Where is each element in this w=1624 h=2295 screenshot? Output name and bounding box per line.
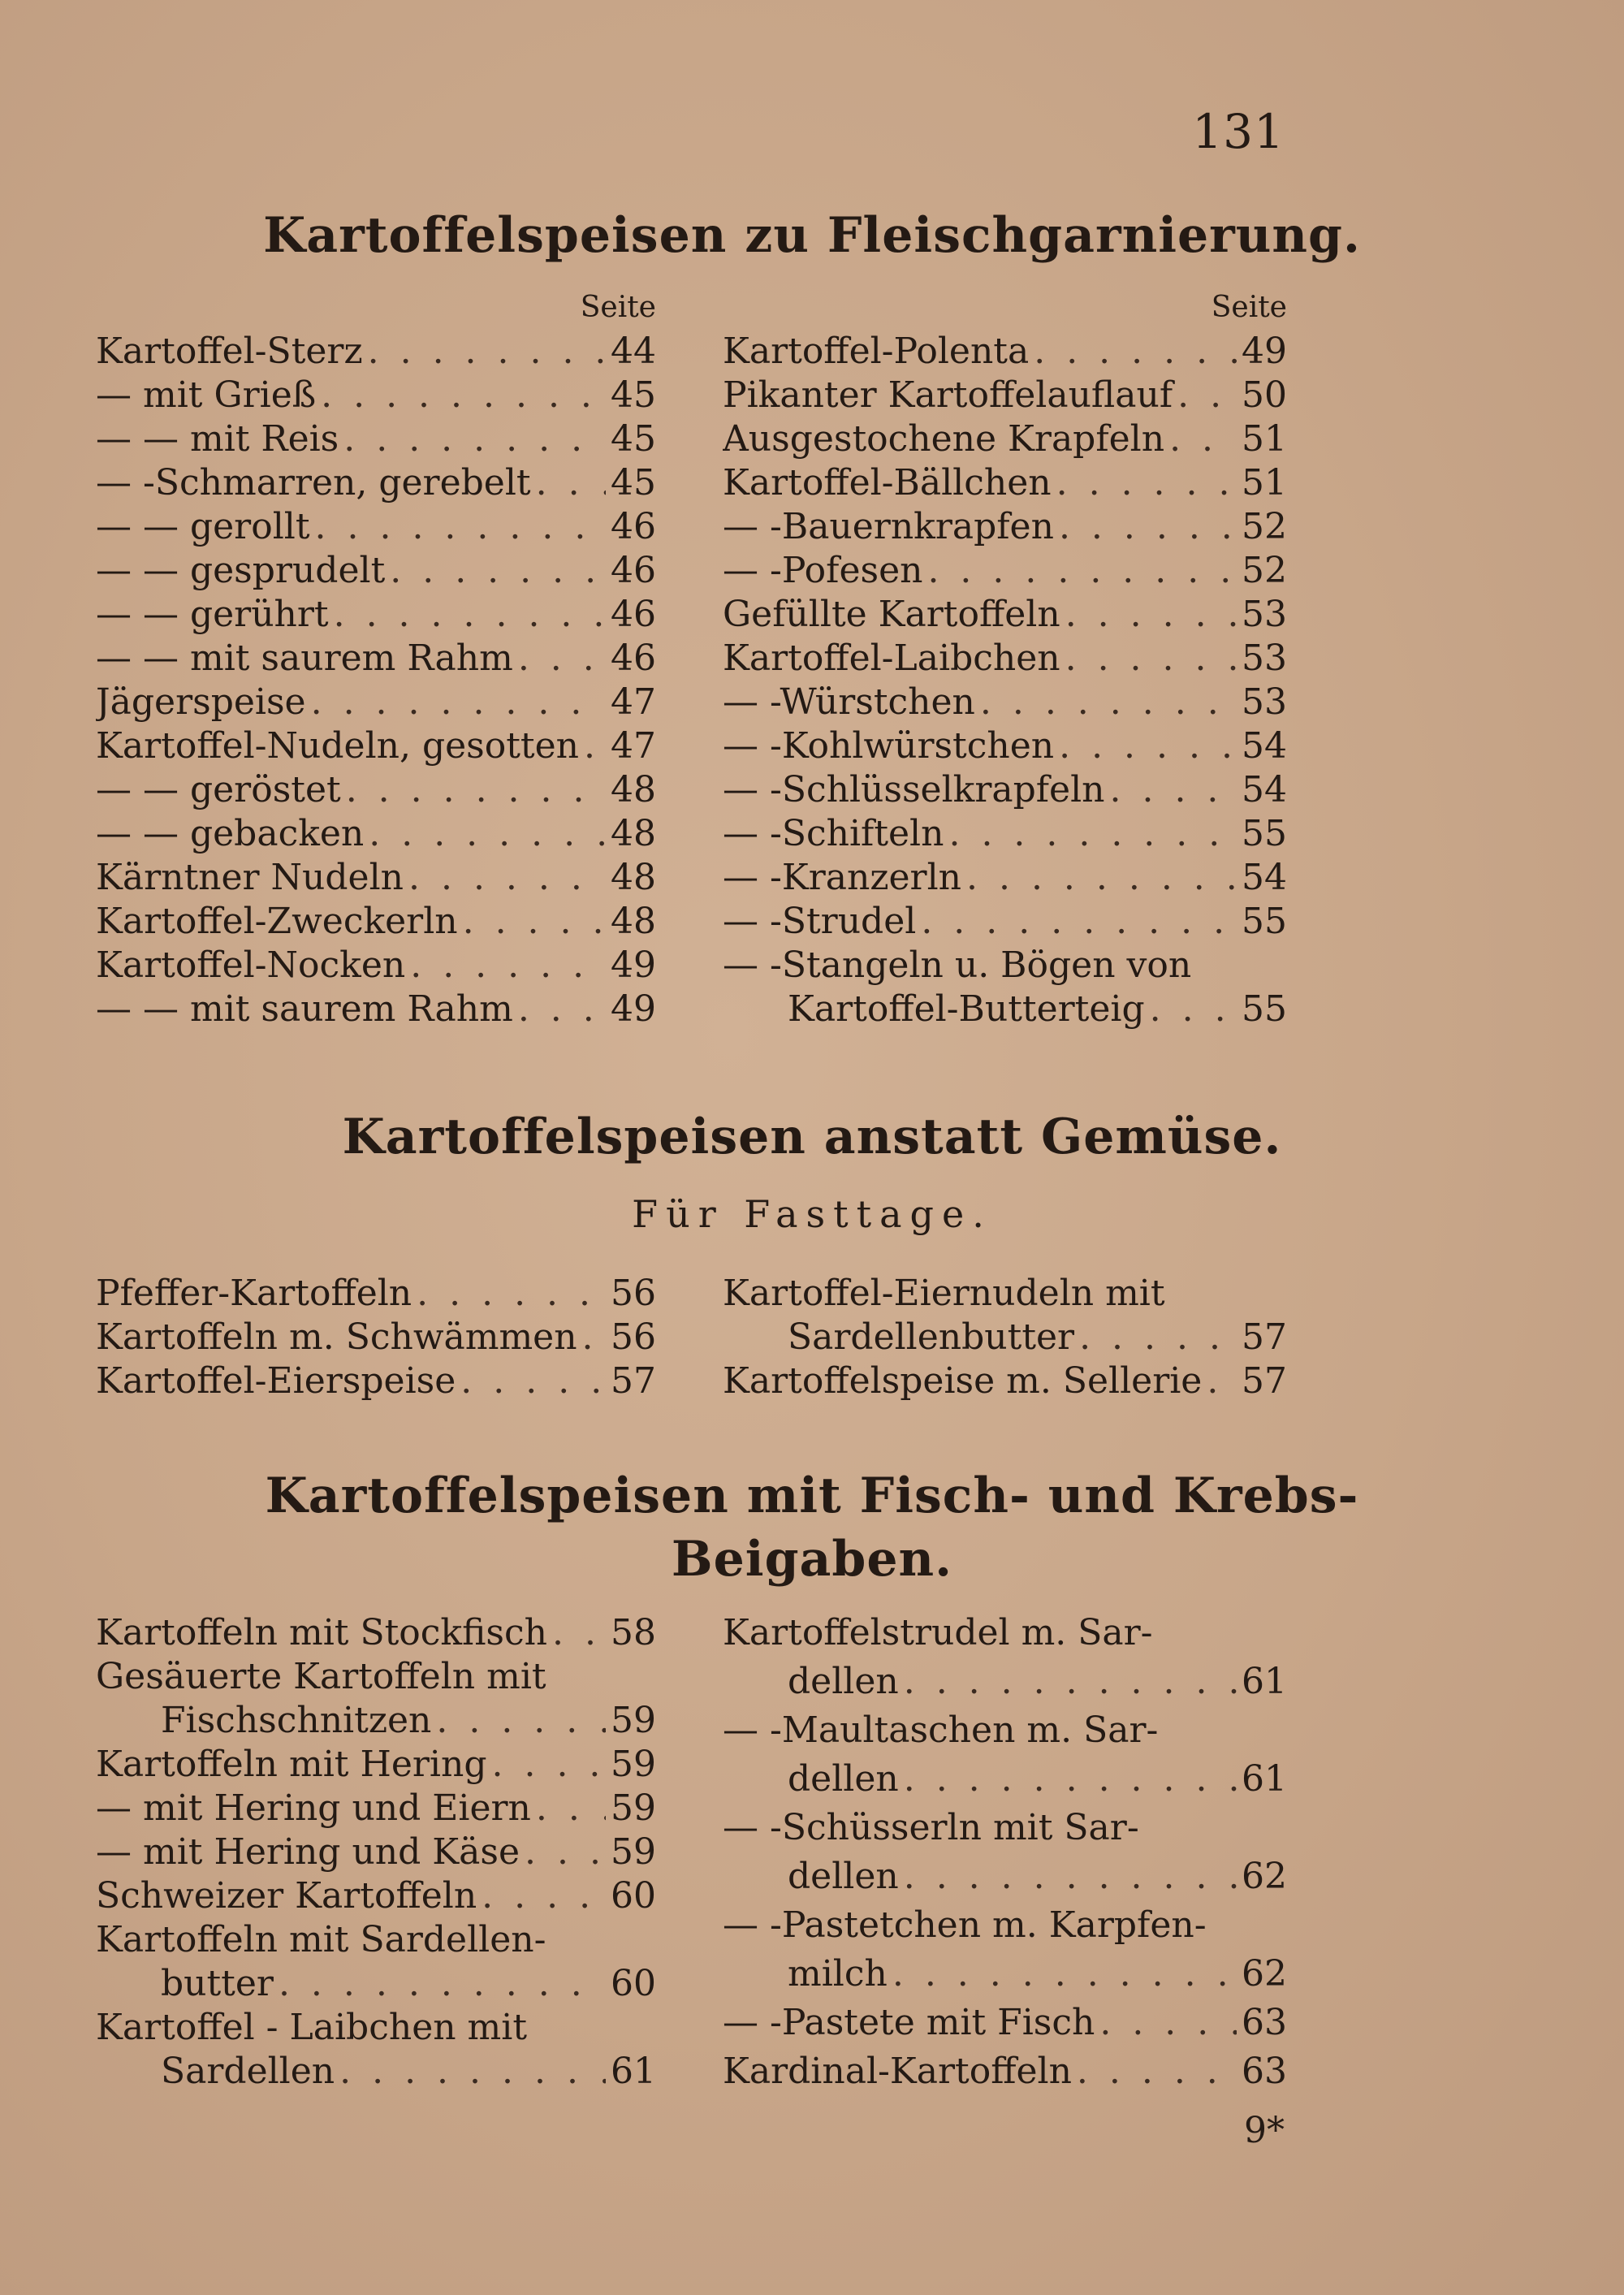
dot-leader (460, 1359, 606, 1403)
entry-title: milch (788, 1953, 888, 1995)
dot-leader (279, 1962, 606, 2006)
index-entry (96, 417, 656, 461)
dot-leader (1056, 461, 1237, 505)
dot-leader (536, 1787, 606, 1830)
index-entry (96, 2050, 656, 2094)
dot-leader (1034, 330, 1237, 374)
index-entry (723, 637, 1287, 681)
entry-page-number: 52 (1242, 550, 1287, 591)
entry-title: Kartoffel-Sterz (96, 331, 363, 372)
index-entry (96, 1787, 656, 1830)
entry-title: Fischschnitzen (161, 1700, 432, 1741)
index-entry (723, 374, 1287, 417)
index-entry (96, 856, 656, 900)
entry-title: — mit Hering und Käse (96, 1831, 520, 1873)
dot-leader (552, 1611, 606, 1655)
dot-leader (1059, 505, 1237, 549)
dot-leader (346, 768, 606, 812)
dot-leader (927, 549, 1237, 593)
index-entry (723, 944, 1287, 988)
entry-page-number: 57 (1242, 1316, 1287, 1358)
entry-title: — mit Grieß (96, 374, 317, 416)
index-entry (723, 1316, 1287, 1359)
entry-page-number: 55 (1242, 988, 1287, 1030)
index-entry (723, 2001, 1287, 2050)
dot-leader (948, 812, 1237, 856)
entry-title: — -Strudel (723, 901, 917, 942)
index-entry (723, 1757, 1287, 1806)
index-entry (96, 374, 656, 417)
dot-leader (1177, 374, 1237, 417)
entry-title: Kartoffel-Laibchen (723, 638, 1060, 679)
dot-leader (321, 374, 606, 417)
dot-leader (1169, 417, 1237, 461)
entry-page-number: 59 (611, 1700, 656, 1741)
entry-title: Gefüllte Kartoffeln (723, 594, 1060, 635)
entry-title: dellen (788, 1661, 899, 1702)
entry-title: — — gebacken (96, 813, 365, 854)
entry-title: dellen (788, 1856, 899, 1897)
entry-page-number: 46 (611, 550, 656, 591)
dot-leader (436, 1699, 606, 1743)
index-column-left-2 (96, 1272, 656, 1403)
section-heading-fleischgarnierung: Kartoffelspeisen zu Fleischgarnierung. (263, 207, 1361, 264)
index-column-right-3 (723, 1611, 1287, 2098)
index-entry (96, 1874, 656, 1918)
section-heading-fisch-krebs-line2: Beigaben. (671, 1531, 953, 1588)
dot-leader (1059, 724, 1237, 768)
entry-page-number: 54 (1242, 725, 1287, 767)
entry-title: Kärntner Nudeln (96, 857, 404, 898)
index-entry (96, 1655, 656, 1699)
index-entry (96, 1962, 656, 2006)
entry-page-number: 47 (611, 725, 656, 767)
dot-leader (1077, 2050, 1237, 2098)
index-column-left-3 (96, 1611, 656, 2094)
index-entry (723, 1709, 1287, 1757)
dot-leader (482, 1874, 606, 1918)
index-entry (723, 1806, 1287, 1855)
entry-page-number: 48 (611, 857, 656, 898)
entry-page-number: 55 (1242, 901, 1287, 942)
entry-title: — -Bauernkrapfen (723, 506, 1054, 547)
index-entry (723, 768, 1287, 812)
entry-page-number: 46 (611, 594, 656, 635)
index-entry (723, 2050, 1287, 2098)
dot-leader (1079, 1316, 1237, 1359)
entry-title: — -Pofesen (723, 550, 923, 591)
entry-title: — — gerollt (96, 506, 310, 547)
index-entry (96, 593, 656, 637)
index-entry (96, 549, 656, 593)
entry-title: Kardinal-Kartoffeln (723, 2051, 1072, 2092)
entry-page-number: 53 (1242, 594, 1287, 635)
entry-title: Kartoffel-Nudeln, gesotten (96, 725, 579, 767)
entry-page-number: 45 (611, 462, 656, 504)
entry-title: Kartoffeln mit Sardellen- (96, 1919, 546, 1960)
entry-title: Kartoffeln m. Schwämmen (96, 1316, 577, 1358)
entry-title: Kartoffeln mit Hering (96, 1744, 487, 1785)
index-entry (96, 461, 656, 505)
dot-leader (980, 681, 1237, 724)
index-entry (723, 988, 1287, 1031)
dot-leader (1065, 637, 1237, 681)
entry-page-number: 56 (611, 1316, 656, 1358)
entry-title: — -Pastete mit Fisch (723, 2002, 1095, 2043)
seite-label: Seite (1211, 291, 1287, 324)
entry-page-number: 50 (1242, 374, 1287, 416)
entry-title: — -Würstchen (723, 681, 975, 723)
entry-title: — — mit saurem Rahm (96, 988, 513, 1030)
entry-page-number: 59 (611, 1787, 656, 1829)
dot-leader (582, 1316, 606, 1359)
index-entry (723, 593, 1287, 637)
index-entry (723, 549, 1287, 593)
dot-leader (369, 812, 606, 856)
index-entry (723, 1611, 1287, 1660)
entry-title: — -Schifteln (723, 813, 944, 854)
entry-title: Gesäuerte Kartoffeln mit (96, 1656, 546, 1697)
entry-title: Kartoffel-Nocken (96, 944, 406, 986)
dot-leader (904, 1757, 1237, 1806)
index-entry (723, 417, 1287, 461)
entry-title: — — gesprudelt (96, 550, 386, 591)
entry-page-number: 52 (1242, 506, 1287, 547)
dot-leader (904, 1855, 1237, 1904)
section-heading-gemuese: Kartoffelspeisen anstatt Gemüse. (342, 1109, 1282, 1165)
entry-page-number: 54 (1242, 769, 1287, 810)
entry-title: Kartoffeln mit Stockfisch (96, 1612, 547, 1653)
entry-title: — -Schlüsselkrapfeln (723, 769, 1105, 810)
dot-leader (311, 681, 606, 724)
entry-title: — — geröstet (96, 769, 341, 810)
entry-page-number: 63 (1242, 2051, 1287, 2092)
index-entry (96, 812, 656, 856)
index-entry (96, 1272, 656, 1316)
page-number: 131 (1192, 104, 1285, 159)
entry-page-number: 48 (611, 813, 656, 854)
entry-page-number: 63 (1242, 2002, 1287, 2043)
dot-leader (904, 1660, 1237, 1709)
index-column-left-1 (96, 286, 656, 1031)
dot-leader (417, 1272, 606, 1316)
seite-label: Seite (580, 291, 656, 324)
index-entry (96, 1611, 656, 1655)
index-entry (723, 681, 1287, 724)
index-entry (723, 1660, 1287, 1709)
dot-leader (368, 330, 606, 374)
index-entry (723, 856, 1287, 900)
dot-leader (1065, 593, 1237, 637)
index-entry (723, 812, 1287, 856)
dot-leader (1099, 2001, 1237, 2050)
entry-title: Pikanter Kartoffelauflauf (723, 374, 1173, 416)
entry-title: Kartoffelstrudel m. Sar- (723, 1612, 1153, 1653)
dot-leader (492, 1743, 607, 1787)
index-list (723, 1611, 1287, 2098)
entry-title: Jägerspeise (96, 681, 306, 723)
entry-page-number: 49 (1242, 331, 1287, 372)
index-entry (96, 1699, 656, 1743)
dot-leader (921, 900, 1237, 944)
index-entry (723, 900, 1287, 944)
entry-title: Kartoffel-Zweckerln (96, 901, 458, 942)
index-entry (96, 637, 656, 681)
entry-page-number: 61 (611, 2051, 656, 2092)
entry-page-number: 48 (611, 769, 656, 810)
entry-page-number: 55 (1242, 813, 1287, 854)
index-entry (96, 1830, 656, 1874)
entry-page-number: 59 (611, 1744, 656, 1785)
index-list (96, 1272, 656, 1403)
entry-title: Sardellen (161, 2051, 335, 2092)
entry-title: — — gerührt (96, 594, 329, 635)
dot-leader (892, 1952, 1237, 2001)
index-entry (723, 505, 1287, 549)
index-entry (723, 1952, 1287, 2001)
entry-page-number: 49 (611, 944, 656, 986)
entry-title: Kartoffel-Eiernudeln mit (723, 1273, 1165, 1314)
entry-page-number: 62 (1242, 1856, 1287, 1897)
entry-page-number: 47 (611, 681, 656, 723)
dot-leader (315, 505, 606, 549)
dot-leader (518, 988, 606, 1031)
section-heading-fisch-krebs-line1: Kartoffelspeisen mit Fisch- und Krebs- (265, 1467, 1359, 1524)
entry-page-number: 57 (1242, 1360, 1287, 1402)
entry-page-number: 58 (611, 1612, 656, 1653)
entry-title: Kartoffel-Butterteig (788, 988, 1145, 1030)
index-entry (723, 1359, 1287, 1403)
entry-page-number: 56 (611, 1273, 656, 1314)
index-entry (723, 461, 1287, 505)
entry-page-number: 59 (611, 1831, 656, 1873)
dot-leader (408, 856, 606, 900)
dot-leader (584, 724, 606, 768)
index-list (723, 330, 1287, 1031)
entry-title: Sardellenbutter (788, 1316, 1075, 1358)
dot-leader (1150, 988, 1237, 1031)
index-entry (723, 330, 1287, 374)
entry-page-number: 61 (1242, 1758, 1287, 1800)
entry-title: — mit Hering und Eiern (96, 1787, 531, 1829)
index-entry (723, 1855, 1287, 1904)
entry-page-number: 62 (1242, 1953, 1287, 1995)
entry-title: — -Maultaschen m. Sar- (723, 1709, 1159, 1751)
entry-page-number: 51 (1242, 418, 1287, 460)
dot-leader (1110, 768, 1237, 812)
entry-title: — — mit saurem Rahm (96, 638, 513, 679)
entry-page-number: 53 (1242, 681, 1287, 723)
entry-page-number: 61 (1242, 1661, 1287, 1702)
section-subheading-fasttage: Für Fasttage. (632, 1192, 992, 1236)
index-entry (96, 2006, 656, 2050)
sheet-signature-mark: 9* (1244, 2110, 1285, 2151)
entry-title: Kartoffel-Eierspeise (96, 1360, 456, 1402)
entry-title: Pfeffer-Kartoffeln (96, 1273, 412, 1314)
index-entry (96, 944, 656, 988)
entry-title: Kartoffel-Polenta (723, 331, 1030, 372)
entry-title: — -Kranzerln (723, 857, 961, 898)
index-entry (96, 330, 656, 374)
entry-page-number: 53 (1242, 638, 1287, 679)
entry-page-number: 54 (1242, 857, 1287, 898)
index-entry (96, 505, 656, 549)
dot-leader (339, 2050, 606, 2094)
dot-leader (390, 549, 606, 593)
index-list (96, 330, 656, 1031)
dot-leader (536, 461, 606, 505)
entry-title: Schweizer Kartoffeln (96, 1875, 477, 1917)
index-column-right-1 (723, 286, 1287, 1031)
dot-leader (343, 417, 606, 461)
index-entry (96, 1918, 656, 1962)
dot-leader (525, 1830, 606, 1874)
index-column-right-2 (723, 1272, 1287, 1403)
index-entry (96, 1743, 656, 1787)
entry-page-number: 60 (611, 1963, 656, 2004)
entry-page-number: 57 (611, 1360, 656, 1402)
entry-page-number: 51 (1242, 462, 1287, 504)
dot-leader (966, 856, 1237, 900)
dot-leader (463, 900, 606, 944)
index-entry (96, 1359, 656, 1403)
entry-page-number: 45 (611, 418, 656, 460)
index-entry (96, 1316, 656, 1359)
entry-page-number: 46 (611, 506, 656, 547)
entry-title: — -Schmarren, gerebelt (96, 462, 531, 504)
index-list (723, 1272, 1287, 1403)
index-entry (723, 1904, 1287, 1952)
index-entry (96, 681, 656, 724)
entry-title: Kartoffel-Bällchen (723, 462, 1052, 504)
index-entry (96, 768, 656, 812)
dot-leader (518, 637, 606, 681)
index-entry (723, 1272, 1287, 1316)
entry-title: Kartoffelspeise m. Sellerie (723, 1360, 1203, 1402)
entry-page-number: 60 (611, 1875, 656, 1917)
entry-page-number: 45 (611, 374, 656, 416)
entry-page-number: 46 (611, 638, 656, 679)
index-entry (723, 724, 1287, 768)
entry-title: Kartoffel - Laibchen mit (96, 2007, 528, 2048)
dot-leader (410, 944, 606, 988)
index-entry (96, 900, 656, 944)
entry-title: dellen (788, 1758, 899, 1800)
entry-page-number: 44 (611, 331, 656, 372)
index-entry (96, 724, 656, 768)
dot-leader (1207, 1359, 1237, 1403)
entry-title: Ausgestochene Krapfeln (723, 418, 1165, 460)
entry-title: butter (161, 1963, 274, 2004)
entry-page-number: 49 (611, 988, 656, 1030)
entry-title: — — mit Reis (96, 418, 339, 460)
entry-title: — -Stangeln u. Bögen von (723, 944, 1192, 986)
dot-leader (334, 593, 606, 637)
entry-title: — -Schüsserln mit Sar- (723, 1807, 1139, 1848)
index-entry (96, 988, 656, 1031)
index-list (96, 1611, 656, 2094)
entry-title: — -Kohlwürstchen (723, 725, 1055, 767)
entry-title: — -Pastetchen m. Karpfen- (723, 1904, 1207, 1946)
entry-page-number: 48 (611, 901, 656, 942)
